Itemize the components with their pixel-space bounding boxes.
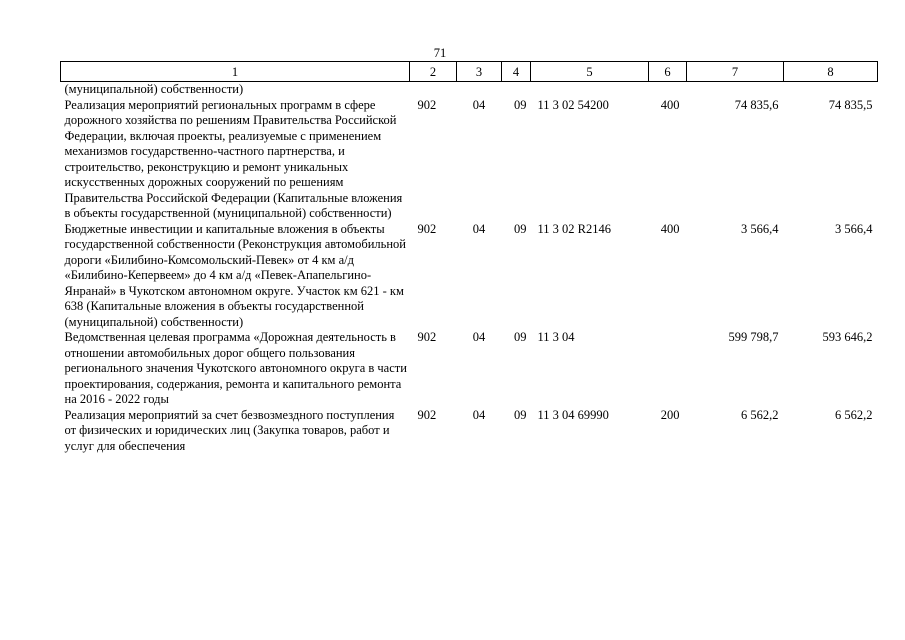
row-amount-col7: 74 835,6 [734,97,779,112]
row-subsection: 09 [514,407,527,422]
row-target-article: 11 3 04 69990 [537,407,609,422]
row-expense-type: 400 [660,221,680,236]
row-target-article: 11 3 02 54200 [537,97,609,112]
header-col-4: 4 [502,62,531,82]
row-section [457,82,502,98]
header-col-1: 1 [61,62,410,82]
table-row [61,222,878,331]
header-col-3: 3 [457,62,502,82]
row-target-article [531,82,649,98]
table-row [61,98,878,222]
row-amount-col8: 6 562,2 [835,407,873,422]
header-col-6: 6 [649,62,687,82]
row-amount-col8: 3 566,4 [835,221,873,236]
row-ministry-code [410,82,457,98]
page-number: 71 [433,46,447,60]
table-row [61,82,878,98]
header-col-5: 5 [531,62,649,82]
table-row [61,408,878,455]
header-col-7: 7 [687,62,784,82]
header-col-8: 8 [784,62,878,82]
row-amount-col7: 6 562,2 [741,407,779,422]
row-name: (муниципальной) собственности) [64,82,244,96]
row-subsection: 09 [514,97,527,112]
row-section: 04 [472,330,486,344]
row-expense-type [649,82,687,98]
row-expense-type: 400 [660,97,680,112]
row-subsection: 09 [514,221,527,236]
row-amount-col7: 599 798,7 [728,330,779,344]
row-expense-type: 200 [660,407,680,422]
row-target-article: 11 3 04 [537,330,575,344]
row-section: 04 [472,407,486,422]
row-expense-type [649,330,687,408]
row-name: Реализация мероприятий за счет безвозмездного поступления от физических и юридических лиц (Закупка товаров, работ и услуг для обеспечения [64,407,395,453]
row-amount-col8: 74 835,5 [828,97,873,112]
row-section: 04 [472,221,486,236]
row-amount-col7: 3 566,4 [741,221,779,236]
header-col-2: 2 [410,62,457,82]
row-amount-col7 [687,82,784,98]
header-row [61,62,878,82]
budget-table [60,61,878,454]
row-subsection [502,82,531,98]
row-subsection: 09 [514,330,527,344]
row-amount-col8 [784,82,878,98]
row-amount-col8: 593 646,2 [822,330,873,344]
row-target-article: 11 3 02 R2146 [537,221,611,236]
row-name: Ведомственная целевая программа «Дорожная деятельность в отношении автомобильных дорог общего пользования регионального значения Чукотского автономного округа в части проектирования, содержания, ремонта и капитального ремонта на 2016 - 2022 годы [64,330,407,406]
row-ministry-code: 902 [417,221,437,236]
row-section: 04 [472,97,486,112]
table-row [61,330,878,408]
row-name: Реализация мероприятий региональных программ в сфере дорожного хозяйства по решениям Правительства Российской Федерации, включая проекты, реализуемые с применением механизмов государственно-частного партнерства, и строительство, реконструкцию и ремонт уникальных искусственных дорожных сооружений по решениям Правительства Российской Федерации (Капитальные вложения в объекты государственной (муниципальной) собственности) [64,97,403,220]
row-name: Бюджетные инвестиции и капитальные вложения в объекты государственной собственности (Реконструкция автомобильной дороги «Билибино-Комсомольский-Певек» от 4 км а/д «Билибино-Кепервеем» до 4 км а/д «Певек-Апапельгино-Янранай» в Чукотском автономном округе. Участок км 621 - км 638 (Капитальные вложения в объекты государственной (муниципальной) собственности) [64,221,406,329]
row-ministry-code: 902 [417,97,437,112]
row-ministry-code: 902 [417,330,437,344]
row-ministry-code: 902 [417,407,437,422]
